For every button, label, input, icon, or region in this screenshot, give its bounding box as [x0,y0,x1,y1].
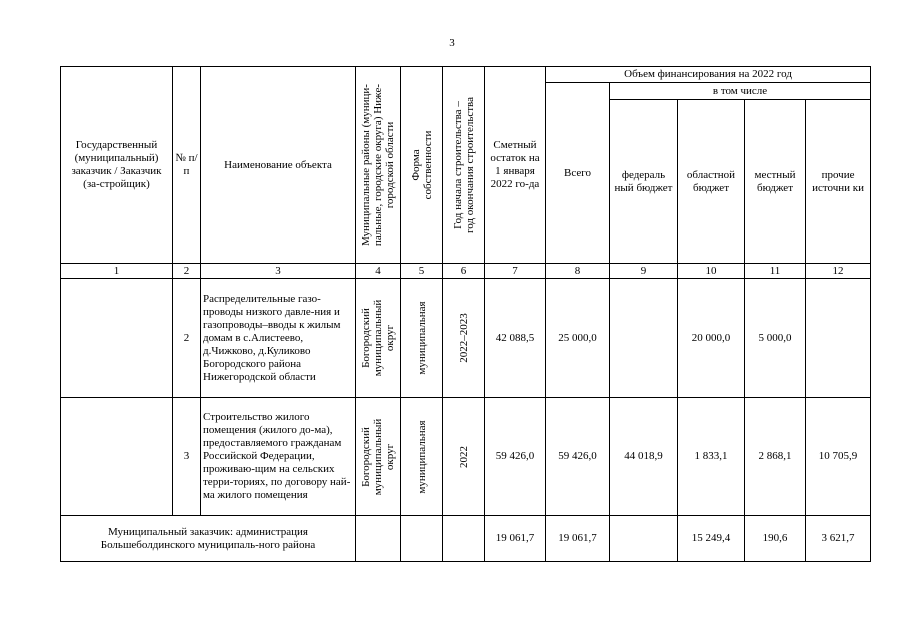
col-number: 6 [443,264,485,279]
cell-years [443,398,485,516]
col-number: 5 [401,264,443,279]
cell-local: 190,6 [745,516,806,562]
cell-district-line2: муниципальный [372,418,384,495]
cell-district-line1: Богородский [360,426,372,487]
cell-customer [61,398,173,516]
col-number: 1 [61,264,173,279]
financing-table [60,66,871,562]
cell-regional: 1 833,1 [678,398,745,516]
cell-district-line1: Богородский [360,308,372,368]
cell-object-name: Распределительные газо-проводы низкого давле-ния и газопроводы–вводы к жилым домам в с.Алистеево, д.Чижково, д.Куликово Богородского района Нижегородской области [201,279,356,398]
cell-estimate: 42 088,5 [485,279,546,398]
cell-district [356,279,401,398]
cell-municipal-customer: Муниципальный заказчик: администрация Большеболдинского муниципаль-ного района [61,516,356,562]
cell-empty [356,516,401,562]
cell-federal [610,516,678,562]
header-other: прочие источни ки [806,100,871,264]
cell-district [356,398,401,516]
cell-district-line2: муниципальный [372,299,384,377]
col-number: 12 [806,264,871,279]
page-number: 3 [449,37,455,49]
col-number: 4 [356,264,401,279]
cell-other: 3 621,7 [806,516,871,562]
col-number: 2 [173,264,201,279]
cell-ownership [401,398,443,516]
cell-local: 5 000,0 [745,279,806,398]
table-row-customer [61,516,871,562]
header-districts-line3: городской области [384,121,396,209]
cell-regional: 15 249,4 [678,516,745,562]
header-object-name: Наименование объекта [201,67,356,264]
cell-regional: 20 000,0 [678,279,745,398]
col-number: 9 [610,264,678,279]
cell-years [443,279,485,398]
cell-federal: 44 018,9 [610,398,678,516]
header-estimate: Сметный остаток на 1 января 2022 го-да [485,67,546,264]
header-districts-line2: пальные, городские округа) Ниже- [372,83,384,247]
cell-other [806,279,871,398]
table-row [61,398,871,516]
col-number: 3 [201,264,356,279]
header-ownership-line1: Форма [409,149,422,181]
cell-empty [401,516,443,562]
cell-total: 25 000,0 [546,279,610,398]
header-total: Всего [546,83,610,264]
cell-empty [443,516,485,562]
cell-object-name: Строительство жилого помещения (жилого до-ма), предоставляемого гражданам Российской Федерации, проживаю-щим на сельских терри-ториях, по договору най-ма жилого помещения [201,398,356,516]
cell-ownership-text: муниципальная [415,419,428,494]
table-row [61,279,871,398]
cell-total: 19 061,7 [546,516,610,562]
header-regional: областной бюджет [678,100,745,264]
header-customer: Государственный (муниципальный) заказчик / Заказчик (за-стройщик) [61,67,173,264]
header-ownership-line2: собственности [421,130,434,200]
col-number: 11 [745,264,806,279]
col-number: 7 [485,264,546,279]
col-number: 8 [546,264,610,279]
cell-federal [610,279,678,398]
cell-total: 59 426,0 [546,398,610,516]
cell-estimate: 19 061,7 [485,516,546,562]
col-number: 10 [678,264,745,279]
cell-ownership [401,279,443,398]
cell-estimate: 59 426,0 [485,398,546,516]
cell-other: 10 705,9 [806,398,871,516]
cell-local: 2 868,1 [745,398,806,516]
header-financing: Объем финансирования на 2022 год [546,67,871,83]
header-districts-line1: Муниципальные районы (муници- [360,84,372,246]
header-years [443,67,485,264]
header-ownership [401,67,443,264]
cell-customer [61,279,173,398]
cell-years-text: 2022–2023 [457,313,470,363]
header-num: № п/п [173,67,201,264]
cell-district-line3: округ [384,324,396,352]
header-years-line1: Год начала строительства – [451,101,464,229]
header-local: местный бюджет [745,100,806,264]
cell-ownership-text: муниципальная [415,301,428,375]
cell-num: 2 [173,279,201,398]
cell-years-text: 2022 [457,445,470,468]
cell-district-line3: округ [384,443,396,470]
cell-num: 3 [173,398,201,516]
header-federal: федераль ный бюджет [610,100,678,264]
header-years-line2: год окончания строительства [463,97,476,233]
header-including: в том числе [610,83,871,100]
header-districts [356,67,401,264]
